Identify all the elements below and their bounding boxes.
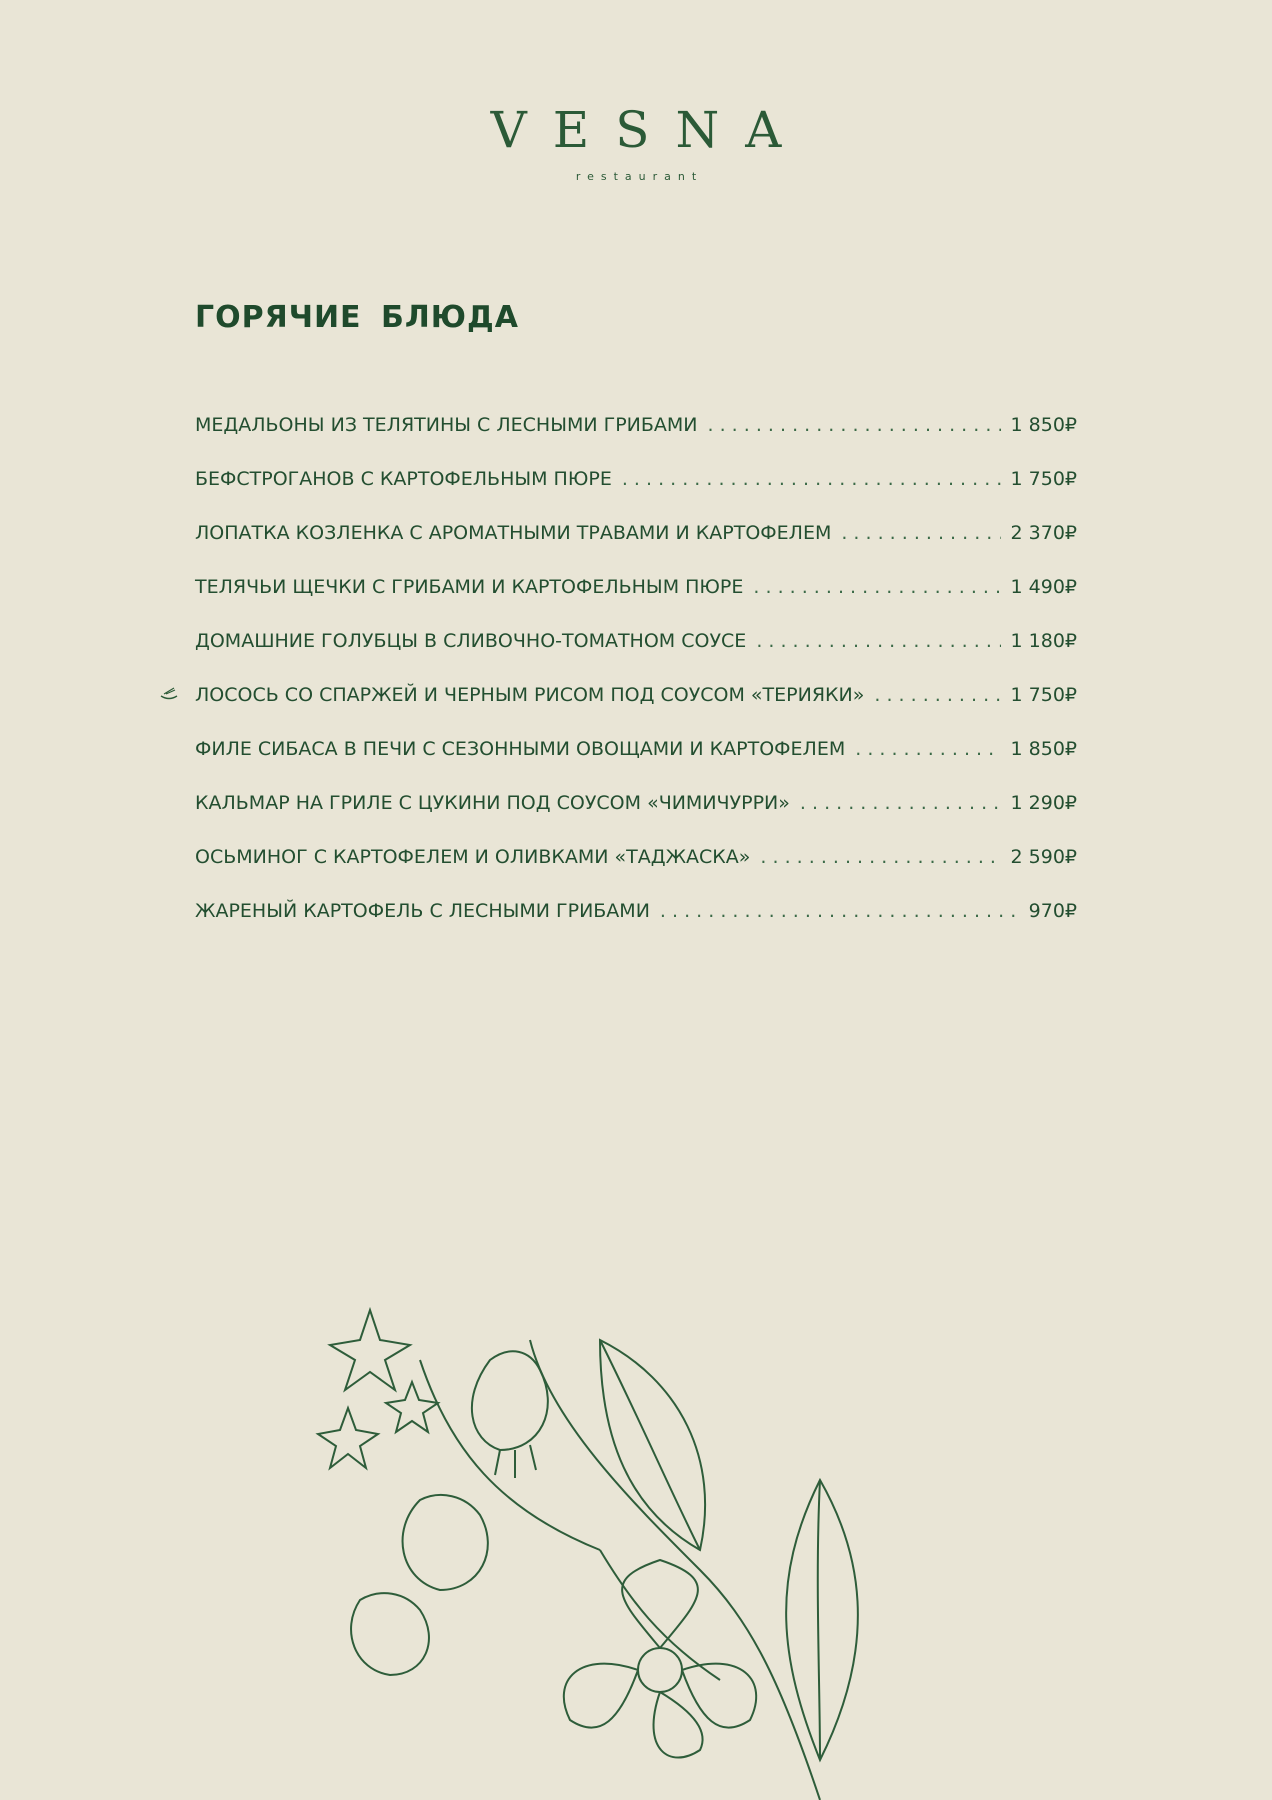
menu-item-name: ЛОСОСЬ СО СПАРЖЕЙ И ЧЕРНЫМ РИСОМ ПОД СОУСОМ «ТЕРИЯКИ» [195, 684, 865, 706]
logo-subtitle: restaurant [575, 170, 704, 183]
menu-item-price: 2 590₽ [1010, 846, 1077, 868]
menu-item [195, 630, 1077, 684]
menu-item [195, 900, 1077, 954]
dot-leader [753, 576, 1000, 598]
menu-item-price: 1 180₽ [1010, 630, 1077, 652]
menu-item-price: 970₽ [1028, 900, 1077, 922]
dot-leader [874, 684, 1000, 706]
menu-item-name: ОСЬМИНОГ С КАРТОФЕЛЕМ И ОЛИВКАМИ «ТАДЖАСКА» [195, 846, 751, 868]
menu-item-name: ЖАРЕНЫЙ КАРТОФЕЛЬ С ЛЕСНЫМИ ГРИБАМИ [195, 900, 650, 922]
restaurant-logo [0, 100, 1272, 183]
menu-item-price: 1 850₽ [1010, 414, 1077, 436]
bowl-icon [159, 686, 179, 702]
dot-leader [708, 414, 1001, 436]
menu-item-price: 1 750₽ [1010, 684, 1077, 706]
menu-item-name: КАЛЬМАР НА ГРИЛЕ С ЦУКИНИ ПОД СОУСОМ «ЧИМИЧУРРИ» [195, 792, 790, 814]
dot-leader [800, 792, 1001, 814]
menu-item-name: МЕДАЛЬОНЫ ИЗ ТЕЛЯТИНЫ С ЛЕСНЫМИ ГРИБАМИ [195, 414, 698, 436]
floral-illustration [300, 1300, 1020, 1800]
menu-item-price: 1 750₽ [1010, 468, 1077, 490]
section-title: ГОРЯЧИЕ БЛЮДА [195, 300, 519, 335]
menu-item-name: ДОМАШНИЕ ГОЛУБЦЫ В СЛИВОЧНО-ТОМАТНОМ СОУСЕ [195, 630, 747, 652]
dot-leader [622, 468, 1001, 490]
dot-leader [855, 738, 1000, 760]
menu-item [195, 576, 1077, 630]
menu-item-name: ЛОПАТКА КОЗЛЕНКА С АРОМАТНЫМИ ТРАВАМИ И КАРТОФЕЛЕМ [195, 522, 832, 544]
menu-item [195, 846, 1077, 900]
menu-item [195, 414, 1077, 468]
menu-item-price: 1 850₽ [1010, 738, 1077, 760]
dot-leader [760, 846, 1000, 868]
menu-item [195, 738, 1077, 792]
menu-item [195, 684, 1077, 738]
menu-item-price: 1 490₽ [1010, 576, 1077, 598]
menu-item-price: 1 290₽ [1010, 792, 1077, 814]
menu-item-name: ТЕЛЯЧЬИ ЩЕЧКИ С ГРИБАМИ И КАРТОФЕЛЬНЫМ ПЮРЕ [195, 576, 744, 598]
menu-item-name: ФИЛЕ СИБАСА В ПЕЧИ С СЕЗОННЫМИ ОВОЩАМИ И КАРТОФЕЛЕМ [195, 738, 846, 760]
menu-item [195, 792, 1077, 846]
dot-leader [756, 630, 1000, 652]
menu-item [195, 522, 1077, 576]
dot-leader [841, 522, 1000, 544]
menu-item [195, 468, 1077, 522]
menu-list [195, 414, 1077, 954]
menu-item-name: БЕФСТРОГАНОВ С КАРТОФЕЛЬНЫМ ПЮРЕ [195, 468, 612, 490]
dot-leader [660, 900, 1019, 922]
logo-wordmark: VESNA [490, 101, 808, 159]
menu-item-price: 2 370₽ [1010, 522, 1077, 544]
